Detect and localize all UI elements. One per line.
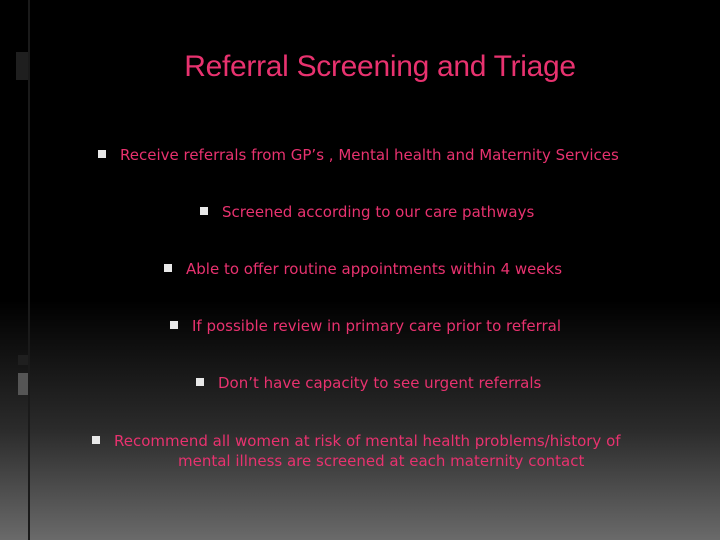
bullet-item-5 [196, 373, 676, 393]
bottom-decoration-block-2 [18, 373, 28, 395]
bullet-text-6-line-2: mental illness are screened at each maternity contact [178, 452, 585, 470]
bullet-text-4: If possible review in primary care prior to referral [192, 317, 562, 335]
bullet-item-2 [200, 202, 680, 222]
square-bullet-icon [164, 264, 172, 272]
bullet-item-3 [164, 259, 684, 279]
bullet-item-1 [98, 145, 698, 165]
bullet-text-1: Receive referrals from GP’s , Mental health and Maternity Services [120, 146, 619, 164]
bullet-text-5: Don’t have capacity to see urgent referrals [218, 374, 542, 392]
square-bullet-icon [196, 378, 204, 386]
bullet-item-6 [92, 431, 692, 471]
slide-title: Referral Screening and Triage [184, 50, 576, 83]
square-bullet-icon [170, 321, 178, 329]
bullet-text-6-line-1: Recommend all women at risk of mental health problems/history of [114, 432, 621, 450]
bullet-item-4 [170, 316, 690, 336]
bullet-text-3: Able to offer routine appointments within 4 weeks [186, 260, 563, 278]
square-bullet-icon [98, 150, 106, 158]
bottom-decoration-block-1 [18, 355, 28, 365]
square-bullet-icon [200, 207, 208, 215]
square-bullet-icon [92, 436, 100, 444]
bullet-text-2: Screened according to our care pathways [222, 203, 535, 221]
